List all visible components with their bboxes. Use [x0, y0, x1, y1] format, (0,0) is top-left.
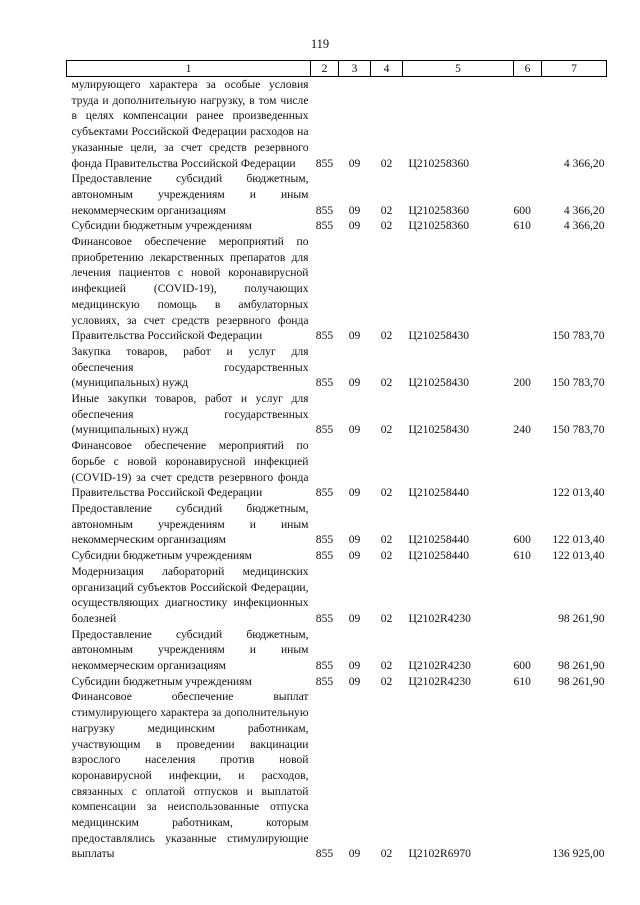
table-row [67, 391, 607, 438]
row-amount: 4 366,20 [563, 203, 605, 217]
row-subsection: 02 [380, 156, 393, 170]
row-description: Субсидии бюджетным учреждениям [71, 549, 252, 563]
row-amount: 150 783,70 [552, 423, 605, 437]
table-body [67, 77, 607, 863]
row-amount: 4 366,20 [563, 156, 605, 170]
row-description: Предоставление субсидий бюджетным, автономным учреждениям и иным некоммерческим организациям [71, 627, 309, 673]
row-expense-type: 610 [513, 219, 531, 233]
row-section: 09 [348, 423, 361, 437]
header-col-3: 3 [339, 61, 371, 77]
row-target-article: Ц210258430 [408, 376, 470, 390]
row-section: 09 [348, 329, 361, 343]
row-amount: 150 783,70 [552, 376, 605, 390]
table-row [67, 564, 607, 627]
table-row [67, 234, 607, 344]
row-admin-code: 855 [315, 611, 334, 625]
row-target-article: Ц2102R6970 [408, 847, 471, 861]
row-admin-code: 855 [315, 376, 334, 390]
row-expense-type: 240 [513, 423, 531, 437]
row-amount: 122 013,40 [552, 533, 605, 547]
row-section: 09 [348, 156, 361, 170]
row-subsection: 02 [380, 376, 393, 390]
row-subsection: 02 [380, 674, 393, 688]
row-subsection: 02 [380, 486, 393, 500]
row-description: Субсидии бюджетным учреждениям [71, 674, 252, 688]
row-section: 09 [348, 611, 361, 625]
row-description: Предоставление субсидий бюджетным, автономным учреждениям и иным некоммерческим организациям [71, 501, 309, 547]
row-subsection: 02 [380, 329, 393, 343]
row-admin-code: 855 [315, 486, 334, 500]
row-expense-type: 600 [513, 203, 531, 217]
row-amount: 136 925,00 [552, 847, 605, 861]
header-col-6: 6 [514, 61, 542, 77]
row-expense-type: 600 [513, 659, 531, 673]
row-target-article: Ц2102R4230 [408, 674, 471, 688]
row-expense-type: 610 [513, 549, 531, 563]
header-col-1: 1 [67, 61, 311, 77]
table-row [67, 627, 607, 674]
row-expense-type [514, 564, 542, 627]
row-target-article: Ц210258440 [408, 549, 470, 563]
row-target-article: Ц210258360 [408, 203, 470, 217]
row-description: Субсидии бюджетным учреждениям [71, 219, 252, 233]
row-description: Финансовое обеспечение мероприятий по борьбе с новой коронавирусной инфекцией (COVID-19) за счет средств резервного фонда Правительства Российской Федерации [71, 439, 309, 500]
row-subsection: 02 [380, 219, 393, 233]
row-target-article: Ц2102R4230 [408, 659, 471, 673]
row-target-article: Ц210258430 [408, 423, 470, 437]
row-admin-code: 855 [315, 549, 334, 563]
row-target-article: Ц210258430 [408, 329, 470, 343]
row-subsection: 02 [380, 533, 393, 547]
row-section: 09 [348, 486, 361, 500]
table-row [67, 344, 607, 391]
row-expense-type [514, 234, 542, 344]
row-target-article: Ц210258440 [408, 486, 470, 500]
row-admin-code: 855 [315, 659, 334, 673]
row-description: Закупка товаров, работ и услуг для обеспечения государственных (муниципальных) нужд [71, 344, 309, 390]
table-row [67, 77, 607, 172]
row-target-article: Ц210258440 [408, 533, 470, 547]
row-section: 09 [348, 847, 361, 861]
table-row [67, 171, 607, 218]
row-amount: 150 783,70 [552, 329, 605, 343]
row-amount: 98 261,90 [558, 659, 605, 673]
table-row [67, 501, 607, 548]
row-admin-code: 855 [315, 156, 334, 170]
row-amount: 122 013,40 [552, 486, 605, 500]
table-row [67, 674, 607, 690]
row-amount: 98 261,90 [558, 674, 605, 688]
row-expense-type [514, 77, 542, 172]
table-row [67, 218, 607, 234]
row-target-article: Ц210258360 [408, 219, 470, 233]
row-description: Модернизация лабораторий медицинских организаций субъектов Российской Федерации, осуществляющих диагностику инфекционных болезней [71, 564, 309, 625]
row-admin-code: 855 [315, 329, 334, 343]
row-description: Иные закупки товаров, работ и услуг для обеспечения государственных (муниципальных) нужд [71, 392, 309, 437]
row-amount: 98 261,90 [558, 611, 605, 625]
row-subsection: 02 [380, 659, 393, 673]
row-admin-code: 855 [315, 674, 334, 688]
row-amount: 4 366,20 [563, 219, 605, 233]
budget-table [66, 60, 607, 862]
row-section: 09 [348, 533, 361, 547]
row-description: мулирующего характера за особые условия труда и дополнительную нагрузку, в том числе в целях компенсации ранее произведенных субъектами Российской Федерации расходов на указанные цели, за счет средств резервного фонда Правительства Российской Федерации [71, 78, 309, 170]
table-row [67, 438, 607, 501]
row-admin-code: 855 [315, 203, 334, 217]
row-amount: 122 013,40 [552, 549, 605, 563]
row-section: 09 [348, 674, 361, 688]
row-expense-type: 610 [513, 674, 531, 688]
page-number: 119 [310, 37, 330, 51]
row-subsection: 02 [380, 549, 393, 563]
row-admin-code: 855 [315, 533, 334, 547]
row-expense-type: 600 [513, 533, 531, 547]
row-section: 09 [348, 549, 361, 563]
row-admin-code: 855 [315, 847, 334, 861]
row-subsection: 02 [380, 423, 393, 437]
table-header [67, 61, 607, 77]
header-col-5: 5 [403, 61, 514, 77]
row-admin-code: 855 [315, 219, 334, 233]
header-col-4: 4 [371, 61, 403, 77]
row-description: Финансовое обеспечение мероприятий по приобретению лекарственных препаратов для лечения пациентов с новой коронавирусной инфекцией (COVID-19), получающих медицинскую помощь в амбулаторных условиях, за счет средств резервного фонда Правительства Российской Федерации [71, 235, 309, 343]
row-target-article: Ц210258360 [408, 156, 470, 170]
row-section: 09 [348, 219, 361, 233]
row-description: Финансовое обеспечение выплат стимулирующего характера за дополнительную нагрузку медицинским работникам, участвующим в проведении вакцинации взрослого населения против новой коронавирусной инфекции, и расходов, связанных с оплатой отпусков и выплатой компенсации за неиспользованные отпуска медицинским работникам, которым предоставлялись указанные стимулирующие выплаты [71, 690, 309, 861]
table-row [67, 689, 607, 862]
row-expense-type [514, 438, 542, 501]
table-row [67, 548, 607, 564]
row-subsection: 02 [380, 203, 393, 217]
row-subsection: 02 [380, 847, 393, 861]
row-subsection: 02 [380, 611, 393, 625]
header-col-7: 7 [542, 61, 607, 77]
row-expense-type: 200 [513, 376, 531, 390]
row-section: 09 [348, 203, 361, 217]
row-target-article: Ц2102R4230 [408, 611, 471, 625]
row-description: Предоставление субсидий бюджетным, автономным учреждениям и иным некоммерческим организациям [71, 172, 309, 217]
row-admin-code: 855 [315, 423, 334, 437]
header-col-2: 2 [311, 61, 339, 77]
row-expense-type [514, 689, 542, 862]
row-section: 09 [348, 659, 361, 673]
row-section: 09 [348, 376, 361, 390]
